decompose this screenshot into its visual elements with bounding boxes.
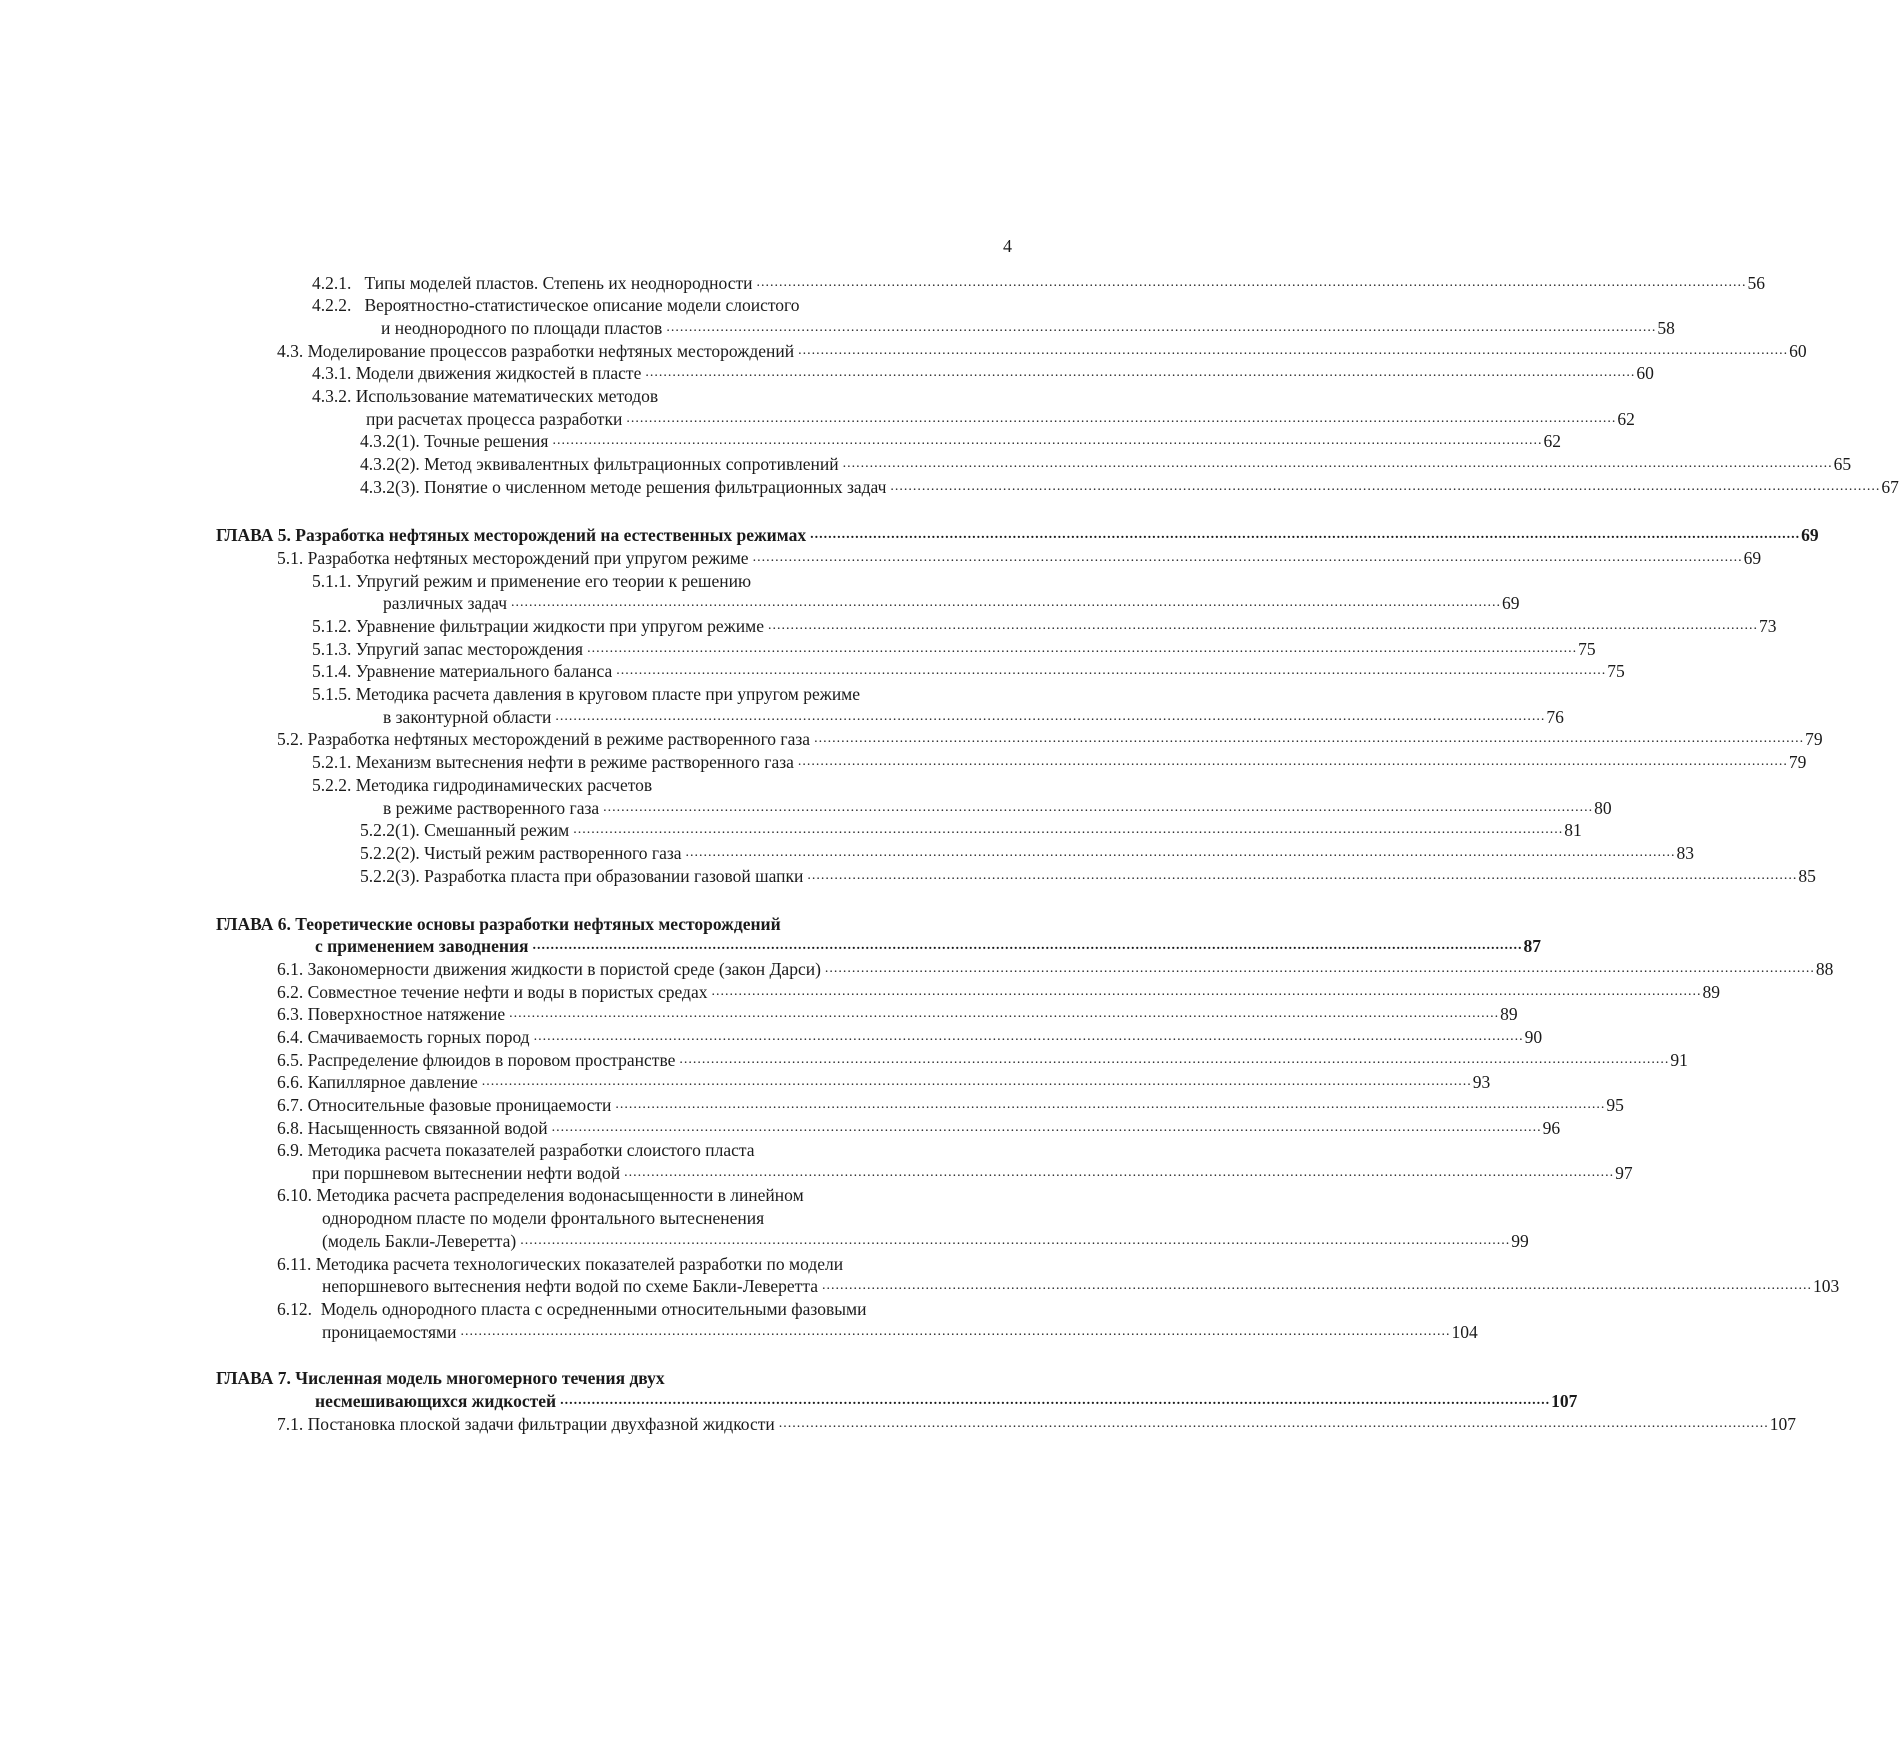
toc-entry-title: 4.3.2(2). Метод эквивалентных фильтрационных сопротивлений (360, 454, 839, 474)
dot-leader: ............................................................................................................................................................................................................................ (767, 618, 1758, 633)
toc-entry-title: проницаемостями (322, 1322, 457, 1342)
toc-entry-title: (модель Бакли-Леверетта) (322, 1231, 517, 1251)
toc-entry-page: 58 (1657, 318, 1675, 338)
toc-entry-page: 91 (1670, 1050, 1688, 1070)
toc-entry-title: в режиме растворенного газа (383, 798, 600, 818)
toc-entry-page: 62 (1543, 431, 1561, 451)
toc-entry-page: 73 (1758, 616, 1777, 636)
toc-entry-page: 83 (1676, 843, 1695, 863)
toc-entry: 6.9. Методика расчета показателей разработки слоистого пласта (277, 1140, 755, 1160)
toc-entry (312, 362, 1654, 384)
toc-entry: 6.10. Методика расчета распределения водонасыщенности в линейном (277, 1185, 804, 1205)
toc-entry-page: 90 (1524, 1027, 1543, 1047)
toc-entry-page: 89 (1500, 1004, 1518, 1024)
toc-entry-page: 60 (1636, 363, 1654, 383)
dot-leader: ............................................................................................................................................................................................................................ (520, 1233, 1511, 1248)
dot-leader: ............................................................................................................................................................................................................................ (842, 456, 1833, 471)
toc-entry-title: 5.2.2(3). Разработка пласта при образовании газовой шапки (360, 866, 804, 886)
toc-entry-page: 80 (1594, 798, 1612, 818)
dot-leader: ............................................................................................................................................................................................................................ (626, 411, 1617, 426)
toc-entry-title: 5.1.3. Упругий запас месторождения (312, 639, 584, 659)
toc-entry-title: 4.3.1. Модели движения жидкостей в пласте (312, 363, 642, 383)
dot-leader: ............................................................................................................................................................................................................................ (645, 365, 1636, 380)
toc-entry-page: 107 (1769, 1414, 1797, 1434)
toc-entry-title: несмешивающихся жидкостей (315, 1391, 557, 1411)
toc-entry (383, 592, 1520, 614)
toc-entry: однородном пласте по модели фронтального вытесненения (322, 1208, 765, 1228)
toc-entry (366, 408, 1635, 430)
page-number: 4 (1003, 236, 1012, 256)
toc-entry-title: 5.2. Разработка нефтяных месторождений в режиме растворенного газа (277, 729, 811, 749)
toc-entry (277, 1117, 1561, 1139)
toc-entry-title: 6.5. Распределение флюидов в поровом пространстве (277, 1050, 676, 1070)
toc-entry (322, 1321, 1478, 1343)
toc-entry-title: с применением заводнения (315, 936, 529, 956)
toc-entry-title: при поршневом вытеснении нефти водой (312, 1163, 621, 1183)
dot-leader: ............................................................................................................................................................................................................................ (821, 1278, 1812, 1293)
toc-entry-title: 5.2.2(1). Смешанный режим (360, 820, 570, 840)
toc-entry-page: 76 (1546, 707, 1564, 727)
dot-leader: ............................................................................................................................................................................................................................ (555, 709, 1546, 724)
toc-entry (360, 476, 1899, 498)
toc-entry-title: 6.2. Совместное течение нефти и воды в пористых средах (277, 982, 708, 1002)
toc-entry-title: непоршневого вытеснения нефти водой по схеме Бакли-Леверетта (322, 1276, 818, 1296)
toc-entry-page: 103 (1812, 1276, 1840, 1296)
dot-leader: ............................................................................................................................................................................................................................ (624, 1165, 1615, 1180)
toc-entry-title: 6.7. Относительные фазовые проницаемости (277, 1095, 612, 1115)
toc-entry-page: 75 (1578, 639, 1596, 659)
dot-leader: ............................................................................................................................................................................................................................ (807, 868, 1798, 883)
toc-entry-page: 107 (1551, 1391, 1578, 1411)
toc-entry (315, 935, 1542, 957)
toc-entry-title: при расчетах процесса разработки (366, 409, 623, 429)
toc-entry (360, 430, 1561, 452)
toc-entry: 6.11. Методика расчета технологических показателей разработки по модели (277, 1254, 844, 1274)
toc-entry (312, 615, 1777, 637)
toc-entry (277, 1003, 1518, 1025)
dot-leader: ............................................................................................................................................................................................................................ (814, 731, 1805, 746)
dot-leader: ............................................................................................................................................................................................................................ (711, 984, 1702, 999)
toc-entry-page: 69 (1502, 593, 1520, 613)
toc-entry (277, 981, 1720, 1003)
toc-entry (277, 1049, 1688, 1071)
dot-leader: ............................................................................................................................................................................................................................ (824, 961, 1815, 976)
dot-leader: ............................................................................................................................................................................................................................ (616, 663, 1607, 678)
toc-entry-page: 88 (1815, 959, 1834, 979)
dot-leader: ............................................................................................................................................................................................................................ (460, 1324, 1451, 1339)
toc-entry (322, 1275, 1840, 1297)
toc-entry-title: и неоднородного по площади пластов (381, 318, 663, 338)
toc-entry (277, 1026, 1543, 1048)
toc-entry (277, 958, 1834, 980)
dot-leader: ............................................................................................................................................................................................................................ (679, 1052, 1670, 1067)
toc-entry: 6.12. Модель однородного пласта с осредненными относительными фазовыми (277, 1299, 867, 1319)
toc-entry (381, 317, 1675, 339)
toc-entry: 4.3.2. Использование математических методов (312, 386, 659, 406)
toc-entry-title: 4.3.2(3). Понятие о численном методе решения фильтрационных задач (360, 477, 887, 497)
dot-leader: ............................................................................................................................................................................................................................ (685, 845, 1676, 860)
toc-entry-page: 75 (1607, 661, 1625, 681)
dot-leader: ............................................................................................................................................................................................................................ (810, 527, 1801, 542)
dot-leader: ............................................................................................................................................................................................................................ (752, 550, 1743, 565)
toc-entry (360, 842, 1695, 864)
toc-entry (383, 797, 1612, 819)
toc-entry-title: 6.8. Насыщенность связанной водой (277, 1118, 548, 1138)
dot-leader: ............................................................................................................................................................................................................................ (756, 275, 1747, 290)
dot-leader: ............................................................................................................................................................................................................................ (890, 479, 1881, 494)
toc-entry-title: 5.1.4. Уравнение материального баланса (312, 661, 613, 681)
dot-leader: ............................................................................................................................................................................................................................ (797, 754, 1788, 769)
toc-entry: ГЛАВА 6. Теоретические основы разработки нефтяных месторождений (216, 914, 781, 934)
toc-entry (277, 1094, 1624, 1116)
toc-entry (312, 1162, 1633, 1184)
toc-entry-page: 87 (1523, 936, 1542, 956)
toc-entry (312, 638, 1596, 660)
toc-entry-title: 5.2.1. Механизм вытеснения нефти в режиме растворенного газа (312, 752, 794, 772)
dot-leader: ............................................................................................................................................................................................................................ (481, 1074, 1472, 1089)
dot-leader: ............................................................................................................................................................................................................................ (615, 1097, 1606, 1112)
toc-entry-page: 95 (1606, 1095, 1624, 1115)
toc-entry: 4.2.2. Вероятностно-статистическое описание модели слоистого (312, 295, 800, 315)
dot-leader: ............................................................................................................................................................................................................................ (551, 1120, 1542, 1135)
toc-entry-title: 5.2.2(2). Чистый режим растворенного газа (360, 843, 682, 863)
toc-entry-page: 79 (1805, 729, 1823, 749)
toc-entry-title: ГЛАВА 5. Разработка нефтяных месторождений на естественных режимах (216, 525, 807, 545)
toc-entry-title: 4.2.1. Типы моделей пластов. Степень их неоднородности (312, 273, 753, 293)
dot-leader: ............................................................................................................................................................................................................................ (603, 800, 1594, 815)
dot-leader: ............................................................................................................................................................................................................................ (798, 343, 1789, 358)
toc-entry-page: 56 (1747, 273, 1765, 293)
toc-entry-page: 69 (1743, 548, 1762, 568)
toc-entry-title: 6.1. Закономерности движения жидкости в пористой среде (закон Дарси) (277, 959, 821, 979)
toc-entry-page: 96 (1542, 1118, 1561, 1138)
toc-entry (360, 453, 1852, 475)
dot-leader: ............................................................................................................................................................................................................................ (573, 822, 1564, 837)
dot-leader: ............................................................................................................................................................................................................................ (509, 1006, 1500, 1021)
toc-entry-page: 104 (1451, 1322, 1478, 1342)
toc-entry-page: 60 (1789, 341, 1807, 361)
toc-entry (277, 340, 1807, 362)
dot-leader: ............................................................................................................................................................................................................................ (552, 433, 1543, 448)
toc-entry-title: 7.1. Постановка плоской задачи фильтрации двухфазной жидкости (277, 1414, 775, 1434)
toc-entry (277, 728, 1823, 750)
toc-entry-page: 65 (1833, 454, 1852, 474)
toc-entry-title: в законтурной области (383, 707, 552, 727)
toc-entry (277, 547, 1762, 569)
toc-entry-title: 5.1. Разработка нефтяных месторождений при упругом режиме (277, 548, 749, 568)
toc-entry-title: 6.6. Капиллярное давление (277, 1072, 478, 1092)
dot-leader: ............................................................................................................................................................................................................................ (511, 595, 1502, 610)
toc-entry-page: 69 (1801, 525, 1819, 545)
toc-entry-page: 89 (1702, 982, 1720, 1002)
toc-entry-page: 85 (1798, 866, 1816, 886)
toc-entry (360, 819, 1582, 841)
toc-entry (360, 865, 1816, 887)
toc-entry-page: 99 (1511, 1231, 1529, 1251)
dot-leader: ............................................................................................................................................................................................................................ (666, 320, 1657, 335)
toc-entry-page: 81 (1564, 820, 1582, 840)
toc-entry-page: 93 (1472, 1072, 1491, 1092)
toc-entry: 5.1.1. Упругий режим и применение его теории к решению (312, 571, 752, 591)
dot-leader: ............................................................................................................................................................................................................................ (533, 1029, 1524, 1044)
toc-entry-title: 4.3. Моделирование процессов разработки нефтяных месторождений (277, 341, 795, 361)
toc-entry (277, 1071, 1491, 1093)
toc-entry (312, 751, 1807, 773)
toc-entry (312, 272, 1765, 294)
toc-entry: 5.2.2. Методика гидродинамических расчетов (312, 775, 653, 795)
toc-entry-title: 5.1.2. Уравнение фильтрации жидкости при упругом режиме (312, 616, 764, 636)
toc-entry-page: 79 (1788, 752, 1807, 772)
toc-entry: 5.1.5. Методика расчета давления в круговом пласте при упругом режиме (312, 684, 861, 704)
toc-entry (322, 1230, 1529, 1252)
dot-leader: ............................................................................................................................................................................................................................ (778, 1416, 1769, 1431)
toc-entry (383, 706, 1564, 728)
dot-leader: ............................................................................................................................................................................................................................ (560, 1393, 1551, 1408)
toc-entry (312, 660, 1625, 682)
toc-entry (216, 524, 1819, 546)
toc-entry-page: 62 (1617, 409, 1635, 429)
toc-entry-page: 67 (1881, 477, 1899, 497)
toc-entry-page: 97 (1615, 1163, 1633, 1183)
toc-entry-title: различных задач (383, 593, 508, 613)
toc-entry (277, 1413, 1797, 1435)
toc-entry (315, 1390, 1578, 1412)
dot-leader: ............................................................................................................................................................................................................................ (532, 938, 1523, 953)
toc-entry-title: 4.3.2(1). Точные решения (360, 431, 549, 451)
toc-entry-title: 6.3. Поверхностное натяжение (277, 1004, 506, 1024)
toc-entry: ГЛАВА 7. Численная модель многомерного течения двух (216, 1368, 665, 1388)
dot-leader: ............................................................................................................................................................................................................................ (587, 641, 1578, 656)
toc-entry-title: 6.4. Смачиваемость горных пород (277, 1027, 530, 1047)
